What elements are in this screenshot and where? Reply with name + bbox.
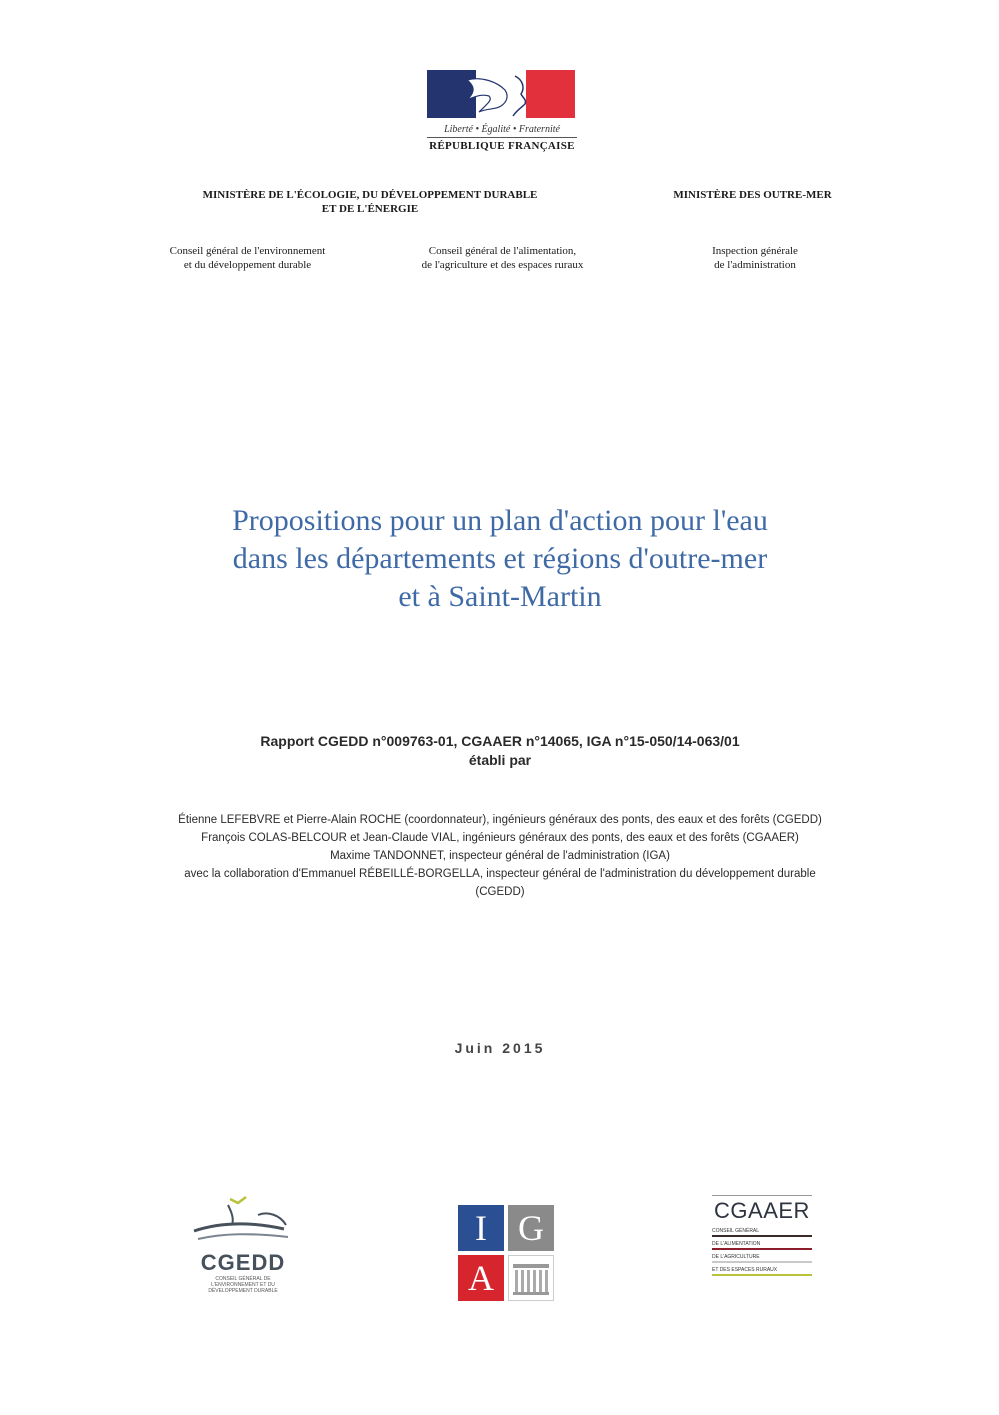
council-cgedd-line2: et du développement durable: [183, 259, 312, 271]
author-line: Étienne LEFEBVRE et Pierre-Alain ROCHE (coordonnateur), ingénieurs généraux des ponts, des eaux et des forêts (CGEDD): [178, 814, 822, 826]
authors-block: [60, 811, 940, 901]
report-number: Rapport CGEDD n°009763-01, CGAAER n°14065, IGA n°15-050/14-063/01: [260, 733, 740, 749]
cgedd-logo: [188, 1195, 298, 1294]
cgaaer-line1: CONSEIL GÉNÉRAL: [712, 1224, 812, 1237]
iga-colonnade-icon: [508, 1255, 554, 1301]
council-iga-line2: de l'administration: [714, 259, 796, 271]
cgaaer-line4: ET DES ESPACES RURAUX: [712, 1263, 812, 1276]
report-established-by: établi par: [468, 752, 532, 768]
title-line1: Propositions pour un plan d'action pour l'eau: [232, 504, 768, 537]
title-line2: dans les départements et régions d'outre-mer: [232, 542, 768, 575]
logo-motto: Liberté • Égalité • Fraternité: [444, 124, 560, 135]
author-line: Maxime TANDONNET, inspecteur général de l'administration (IGA): [330, 850, 670, 862]
iga-letter-g: G: [508, 1205, 554, 1251]
logo-name: RÉPUBLIQUE FRANÇAISE: [427, 137, 577, 152]
cgaaer-line2: DE L'ALIMENTATION: [712, 1237, 812, 1250]
council-cgaaer-line1: Conseil général de l'alimentation,: [428, 245, 577, 257]
iga-letter-a: A: [458, 1255, 504, 1301]
council-iga: [670, 244, 840, 272]
council-cgaaer: [390, 244, 615, 272]
cgedd-swoosh-icon: [188, 1195, 298, 1245]
cgedd-sub1: CONSEIL GÉNÉRAL DE: [215, 1276, 271, 1282]
report-date: Juin 2015: [454, 1040, 546, 1056]
council-cgaaer-line2: de l'agriculture et des espaces ruraux: [421, 259, 584, 271]
cgaaer-name: CGAAER: [712, 1195, 812, 1224]
ministry-ecologie-line2: ET DE L'ÉNERGIE: [321, 203, 419, 215]
republique-francaise-logo: [427, 70, 577, 152]
cgaaer-logo: [712, 1195, 812, 1276]
iga-letter-i: I: [458, 1205, 504, 1251]
council-iga-line1: Inspection générale: [712, 245, 798, 257]
document-title: [100, 502, 900, 616]
author-line: avec la collaboration d'Emmanuel RÉBEILLÉ-BORGELLA, inspecteur général de l'administration du développement durable: [184, 868, 816, 880]
marianne-profile-icon: [427, 70, 575, 118]
cgedd-sub2: L'ENVIRONNEMENT ET DU: [211, 1282, 275, 1288]
ministry-outre-mer: MINISTÈRE DES OUTRE-MER: [673, 189, 832, 201]
report-reference: [100, 732, 900, 770]
author-line: (CGEDD): [475, 886, 525, 898]
marianne-flag-icon: [427, 70, 575, 118]
cgedd-name: CGEDD: [200, 1250, 286, 1275]
iga-logo: [458, 1205, 554, 1301]
cgedd-sub3: DÉVELOPPEMENT DURABLE: [208, 1288, 278, 1294]
council-cgedd: [140, 244, 355, 272]
ministry-ecologie: [160, 188, 580, 216]
council-cgedd-line1: Conseil général de l'environnement: [169, 245, 326, 257]
title-line3: et à Saint-Martin: [398, 580, 602, 613]
author-line: François COLAS-BELCOUR et Jean-Claude VIAL, ingénieurs généraux des ponts, des eaux et des forêts (CGAAER): [201, 832, 799, 844]
cgaaer-line3: DE L'AGRICULTURE: [712, 1250, 812, 1263]
ministry-ecologie-line1: MINISTÈRE DE L'ÉCOLOGIE, DU DÉVELOPPEMENT DURABLE: [202, 189, 538, 201]
